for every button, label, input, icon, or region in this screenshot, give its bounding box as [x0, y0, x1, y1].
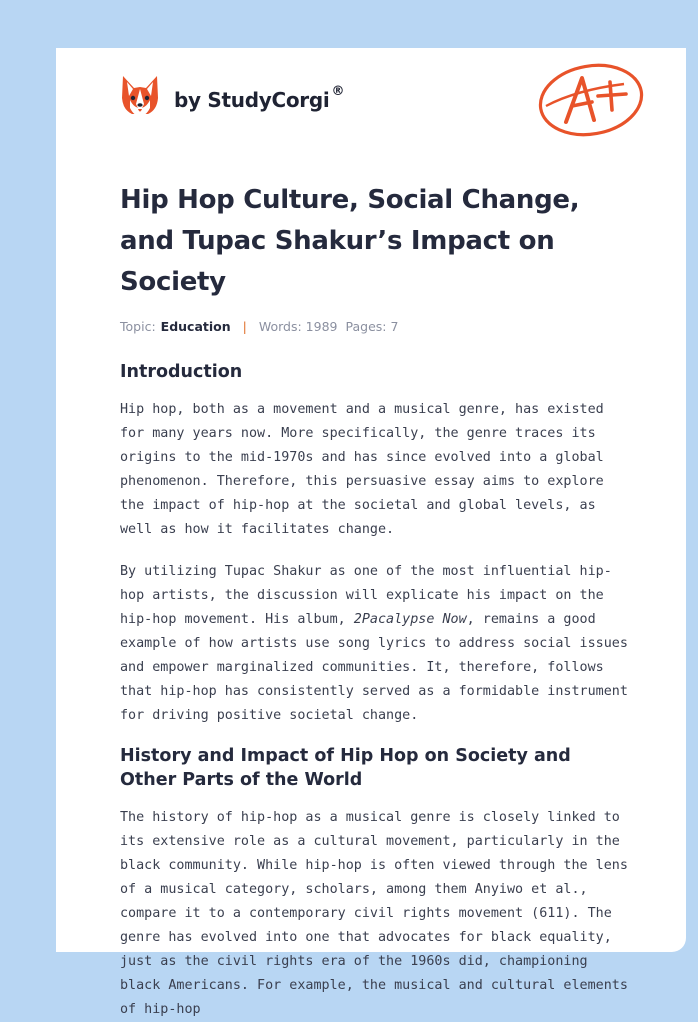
section-heading-introduction: Introduction	[120, 362, 243, 382]
brand-name: by StudyCorgi ®	[174, 84, 345, 112]
a-plus-grade-icon	[536, 60, 648, 140]
essay-title: Hip Hop Culture, Social Change, and Tupac Shakur’s Impact on Society	[120, 185, 580, 297]
paragraph: By utilizing Tupac Shakur as one of the most influential hip-hop artists, the discussion will explicate his impact on the hip-hop movement. His album, 2Pacalypse Now, remains a good example of how artists use song lyrics to address social issues and empower marginalized communities. It, therefore, follows that hip-hop has consistently served as a formidable instrument for driving positive societal change.	[120, 564, 628, 723]
topic-link[interactable]: Education	[160, 319, 231, 334]
studycorgi-logo[interactable]	[120, 74, 344, 118]
topic-label: Topic:	[120, 319, 156, 334]
page-count: Pages: 7	[345, 319, 399, 334]
meta-separator: |	[242, 319, 247, 334]
word-count: Words: 1989	[258, 319, 338, 334]
paragraph: Hip hop, both as a movement and a musical genre, has existed for many years now. More specifically, the genre traces its origins to the mid-1970s and has since evolved into a global phenomenon. Therefore, this persuasive essay aims to explore the impact of hip-hop at the societal and global levels, as well as how it facilitates change.	[120, 402, 604, 537]
corgi-icon	[120, 74, 160, 118]
registered-mark: ®	[331, 84, 345, 100]
page-header	[56, 48, 686, 166]
paragraph: The history of hip-hop as a musical genre is closely linked to its extensive role as a cultural movement, particularly in the black community. While hip-hop is often viewed through the lens of a musical category, scholars, among them Anyiwo et al., compare it to a contemporary civil rights movement (611). The genre has evolved into one that advocates for black equality, just as the civil rights era of the 1960s did, championing black Americans. For example, the musical and cultural elements of hip-hop	[120, 810, 628, 1017]
essay-content	[56, 166, 686, 1022]
grade-badge	[536, 60, 648, 144]
section-heading-history: History and Impact of Hip Hop on Society and Other Parts of the World	[120, 746, 571, 790]
essay-page	[56, 48, 686, 1017]
essay-meta	[120, 319, 632, 334]
album-title: 2Pacalypse Now	[353, 612, 467, 627]
